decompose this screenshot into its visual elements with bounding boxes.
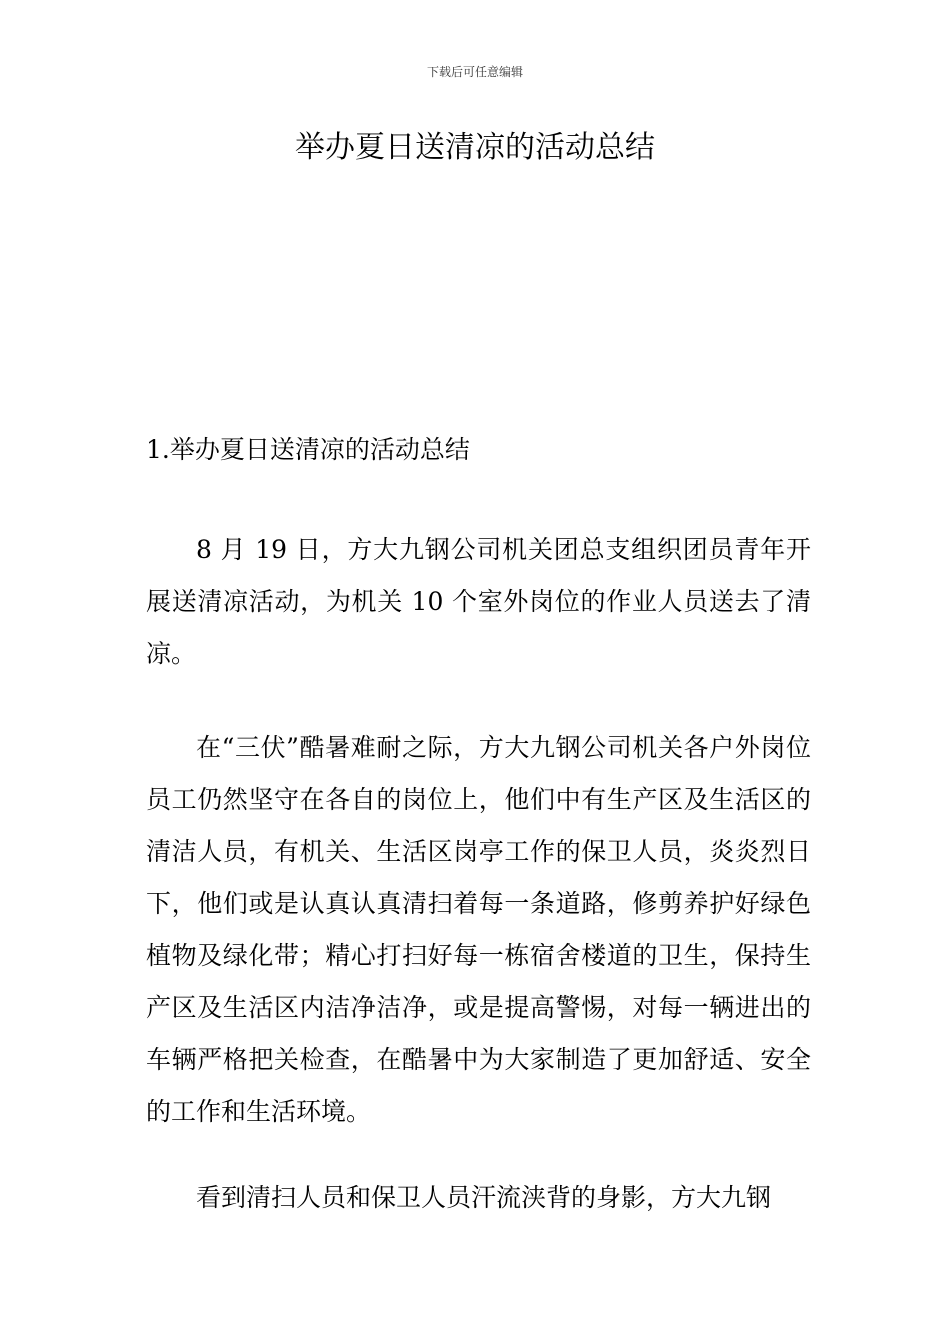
paragraph-1: 8 月 19 日，方大九钢公司机关团总支组织团员青年开展送清凉活动，为机关 10 个室外岗位的作业人员送去了清凉。 bbox=[146, 535, 811, 668]
header-note: 下载后可任意编辑 bbox=[426, 65, 523, 79]
paragraph-3: 看到清扫人员和保卫人员汗流浃背的身影，方大九钢 bbox=[196, 1183, 772, 1212]
paragraph-2: 在“三伏”酷暑难耐之际，方大九钢公司机关各户外岗位员工仍然坚守在各自的岗位上，他们中有生产区及生活区的清洁人员，有机关、生活区岗亭工作的保卫人员，炎炎烈日下，他们或是认真认真清扫着每一条道路，修剪养护好绿色植物及绿化带；精心打扫好每一栋宿舍楼道的卫生，保持生产区及生活区内洁净洁净，或是提高警惕，对每一辆进出的车辆严格把关检查，在酷暑中为大家制造了更加舒适、安全的工作和生活环境。 bbox=[146, 733, 811, 1126]
section-heading: 1.举办夏日送清凉的活动总结 bbox=[146, 435, 470, 464]
document-title: 举办夏日送清凉的活动总结 bbox=[295, 130, 655, 165]
